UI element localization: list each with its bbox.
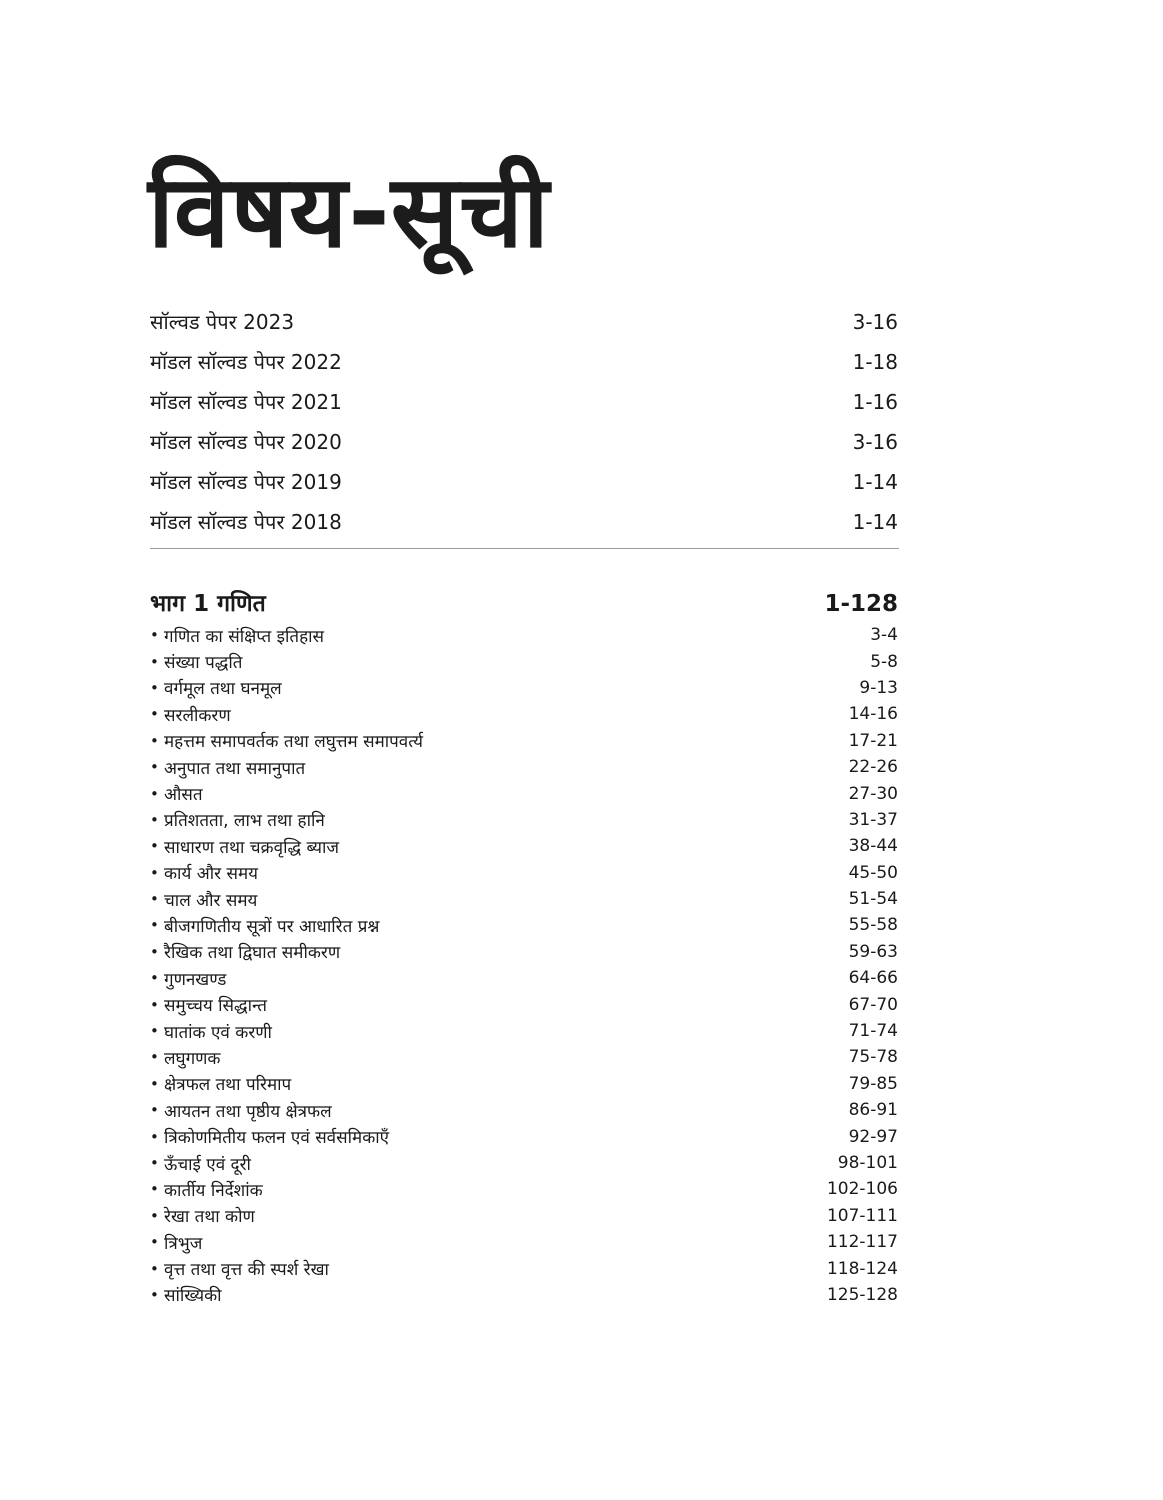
bullet-icon: • <box>150 890 159 909</box>
topic-pages: 51-54 <box>848 889 898 910</box>
topic-entry <box>150 650 242 673</box>
bullet-icon: • <box>150 784 159 803</box>
topic-row <box>150 965 898 991</box>
bullet-icon: • <box>150 1233 159 1252</box>
bullet-icon: • <box>150 626 159 645</box>
section-pages: 1-128 <box>824 591 898 617</box>
topic-pages: 14-16 <box>848 704 898 725</box>
topic-row <box>150 754 898 780</box>
topic-entry <box>150 914 379 937</box>
paper-label: मॉडल सॉल्वड पेपर 2022 <box>150 350 342 374</box>
paper-row <box>150 508 898 548</box>
bullet-icon: • <box>150 942 159 961</box>
topic-pages: 107-111 <box>826 1205 898 1226</box>
topic-entry <box>150 1283 222 1306</box>
topic-pages: 125-128 <box>826 1284 898 1305</box>
bullet-icon: • <box>150 995 159 1014</box>
topic-entry <box>150 1152 251 1175</box>
topic-pages: 79-85 <box>848 1073 898 1094</box>
topic-row <box>150 1044 898 1070</box>
topic-label: प्रतिशतता, लाभ तथा हानि <box>164 811 325 832</box>
topic-label: बीजगणितीय सूत्रों पर आधारित प्रश्न <box>164 916 380 937</box>
bullet-icon: • <box>150 916 159 935</box>
paper-pages: 3-16 <box>852 310 898 334</box>
topic-row <box>150 1255 898 1281</box>
paper-pages: 3-16 <box>852 430 898 454</box>
topic-label: त्रिकोणमितीय फलन एवं सर्वसमिकाएँ <box>164 1128 390 1149</box>
topic-entry <box>150 1020 272 1043</box>
topic-entry <box>150 1046 221 1069</box>
topic-row <box>150 1071 898 1097</box>
topic-row <box>150 860 898 886</box>
paper-pages: 1-14 <box>852 470 898 494</box>
solved-papers-list <box>150 308 898 548</box>
topic-entry <box>150 1257 329 1280</box>
topic-row <box>150 648 898 674</box>
bullet-icon: • <box>150 1074 159 1093</box>
topic-pages: 71-74 <box>848 1021 898 1042</box>
topic-entry <box>150 1204 255 1227</box>
topic-row <box>150 1018 898 1044</box>
topic-row <box>150 1203 898 1229</box>
topic-label: कार्तीय निर्देशांक <box>164 1180 263 1201</box>
topic-label: घातांक एवं करणी <box>164 1022 272 1043</box>
bullet-icon: • <box>150 1180 159 1199</box>
topic-pages: 98-101 <box>837 1153 898 1173</box>
topic-row <box>150 1123 898 1149</box>
topic-label: साधारण तथा चक्रवृद्धि ब्याज <box>164 837 340 858</box>
topic-label: लघुगणक <box>164 1048 221 1069</box>
topic-entry <box>150 624 324 647</box>
topic-pages: 92-97 <box>848 1126 898 1147</box>
topic-row <box>150 807 898 833</box>
bullet-icon: • <box>150 1022 159 1041</box>
paper-label: मॉडल सॉल्वड पेपर 2019 <box>150 470 342 494</box>
topic-row <box>150 1229 898 1255</box>
topic-label: आयतन तथा पृष्ठीय क्षेत्रफल <box>164 1101 332 1122</box>
topic-label: महत्तम समापवर्तक तथा लघुत्तम समापवर्त्य <box>164 732 424 753</box>
topic-label: त्रिभुज <box>164 1233 203 1254</box>
topic-row <box>150 780 898 806</box>
topic-row <box>150 622 898 648</box>
topic-row <box>150 675 898 701</box>
topic-pages: 9-13 <box>859 677 898 698</box>
topic-entry <box>150 729 423 752</box>
bullet-icon: • <box>150 1048 159 1067</box>
topic-label: संख्या पद्धति <box>164 653 243 674</box>
topic-label: गणित का संक्षिप्त इतिहास <box>164 626 324 647</box>
topic-label: गुणनखण्ड <box>164 969 227 990</box>
topic-row <box>150 1097 898 1123</box>
topic-pages: 118-124 <box>826 1258 898 1279</box>
topic-row <box>150 912 898 938</box>
paper-pages: 1-16 <box>852 390 898 414</box>
bullet-icon: • <box>150 1285 159 1304</box>
topic-label: समुच्चय सिद्धान्त <box>164 996 267 1017</box>
paper-row <box>150 348 898 388</box>
paper-label: सॉल्वड पेपर 2023 <box>150 310 295 334</box>
topic-entry <box>150 1125 389 1148</box>
topic-entry <box>150 967 226 990</box>
topic-row <box>150 1176 898 1202</box>
paper-pages: 1-18 <box>852 350 898 374</box>
topic-entry <box>150 676 282 699</box>
topic-pages: 55-58 <box>848 915 898 936</box>
topic-pages: 38-44 <box>848 836 898 857</box>
topic-label: ऊँचाई एवं दूरी <box>164 1154 251 1175</box>
paper-label: मॉडल सॉल्वड पेपर 2018 <box>150 510 342 534</box>
bullet-icon: • <box>150 1206 159 1225</box>
bullet-icon: • <box>150 652 159 671</box>
section-heading <box>150 586 898 618</box>
topic-list <box>150 622 898 1308</box>
topic-entry <box>150 835 339 858</box>
topic-row <box>150 1282 898 1308</box>
bullet-icon: • <box>150 837 159 856</box>
paper-row <box>150 388 898 428</box>
topic-pages: 59-63 <box>848 941 898 962</box>
topic-pages: 112-117 <box>826 1232 898 1253</box>
bullet-icon: • <box>150 758 159 777</box>
bullet-icon: • <box>150 705 159 724</box>
topic-row <box>150 991 898 1017</box>
topic-label: क्षेत्रफल तथा परिमाप <box>164 1075 292 1096</box>
section-title: भाग 1 गणित <box>150 591 266 617</box>
topic-label: औसत <box>164 785 203 806</box>
bullet-icon: • <box>150 1101 159 1120</box>
topic-row <box>150 728 898 754</box>
bullet-icon: • <box>150 731 159 750</box>
topic-pages: 17-21 <box>848 730 898 751</box>
bullet-icon: • <box>150 1259 159 1278</box>
topic-pages: 5-8 <box>870 651 898 672</box>
bullet-icon: • <box>150 863 159 882</box>
topic-label: वृत्त तथा वृत्त की स्पर्श रेखा <box>164 1260 329 1281</box>
topic-entry <box>150 1099 332 1122</box>
topic-entry <box>150 808 325 831</box>
topic-entry <box>150 993 267 1016</box>
topic-label: अनुपात तथा समानुपात <box>164 758 306 779</box>
topic-pages: 102-106 <box>826 1179 898 1200</box>
bullet-icon: • <box>150 969 159 988</box>
bullet-icon: • <box>150 810 159 829</box>
topic-row <box>150 701 898 727</box>
topic-pages: 75-78 <box>848 1047 898 1068</box>
page-title: विषय-सूची <box>148 153 550 270</box>
topic-entry <box>150 940 340 963</box>
topic-entry <box>150 703 231 726</box>
topic-entry <box>150 782 203 805</box>
bullet-icon: • <box>150 678 159 697</box>
topic-row <box>150 939 898 965</box>
paper-pages: 1-14 <box>852 510 898 534</box>
paper-label: मॉडल सॉल्वड पेपर 2021 <box>150 390 342 414</box>
section-divider <box>150 548 899 549</box>
topic-label: सरलीकरण <box>164 705 231 726</box>
bullet-icon: • <box>150 1127 159 1146</box>
topic-pages: 45-50 <box>848 862 898 883</box>
topic-entry <box>150 888 257 911</box>
topic-pages: 22-26 <box>848 757 898 778</box>
topic-entry <box>150 861 258 884</box>
topic-entry <box>150 1231 202 1254</box>
topic-pages: 31-37 <box>848 809 898 830</box>
topic-pages: 67-70 <box>848 994 898 1015</box>
topic-row <box>150 1150 898 1176</box>
topic-label: रेखा तथा कोण <box>164 1207 255 1228</box>
topic-entry <box>150 756 305 779</box>
topic-label: चाल और समय <box>164 890 258 911</box>
paper-row <box>150 308 898 348</box>
bullet-icon: • <box>150 1154 159 1172</box>
topic-entry <box>150 1072 291 1095</box>
paper-row <box>150 468 898 508</box>
topic-label: कार्य और समय <box>164 864 258 885</box>
topic-row <box>150 886 898 912</box>
topic-row <box>150 833 898 859</box>
paper-label: मॉडल सॉल्वड पेपर 2020 <box>150 430 342 454</box>
topic-label: सांख्यिकी <box>164 1286 222 1307</box>
topic-label: वर्गमूल तथा घनमूल <box>164 679 282 700</box>
topic-entry <box>150 1178 263 1201</box>
topic-pages: 3-4 <box>870 625 898 646</box>
topic-pages: 27-30 <box>848 783 898 804</box>
topic-pages: 86-91 <box>848 1100 898 1121</box>
topic-label: रैखिक तथा द्विघात समीकरण <box>164 943 341 964</box>
topic-pages: 64-66 <box>848 968 898 989</box>
paper-row <box>150 428 898 468</box>
